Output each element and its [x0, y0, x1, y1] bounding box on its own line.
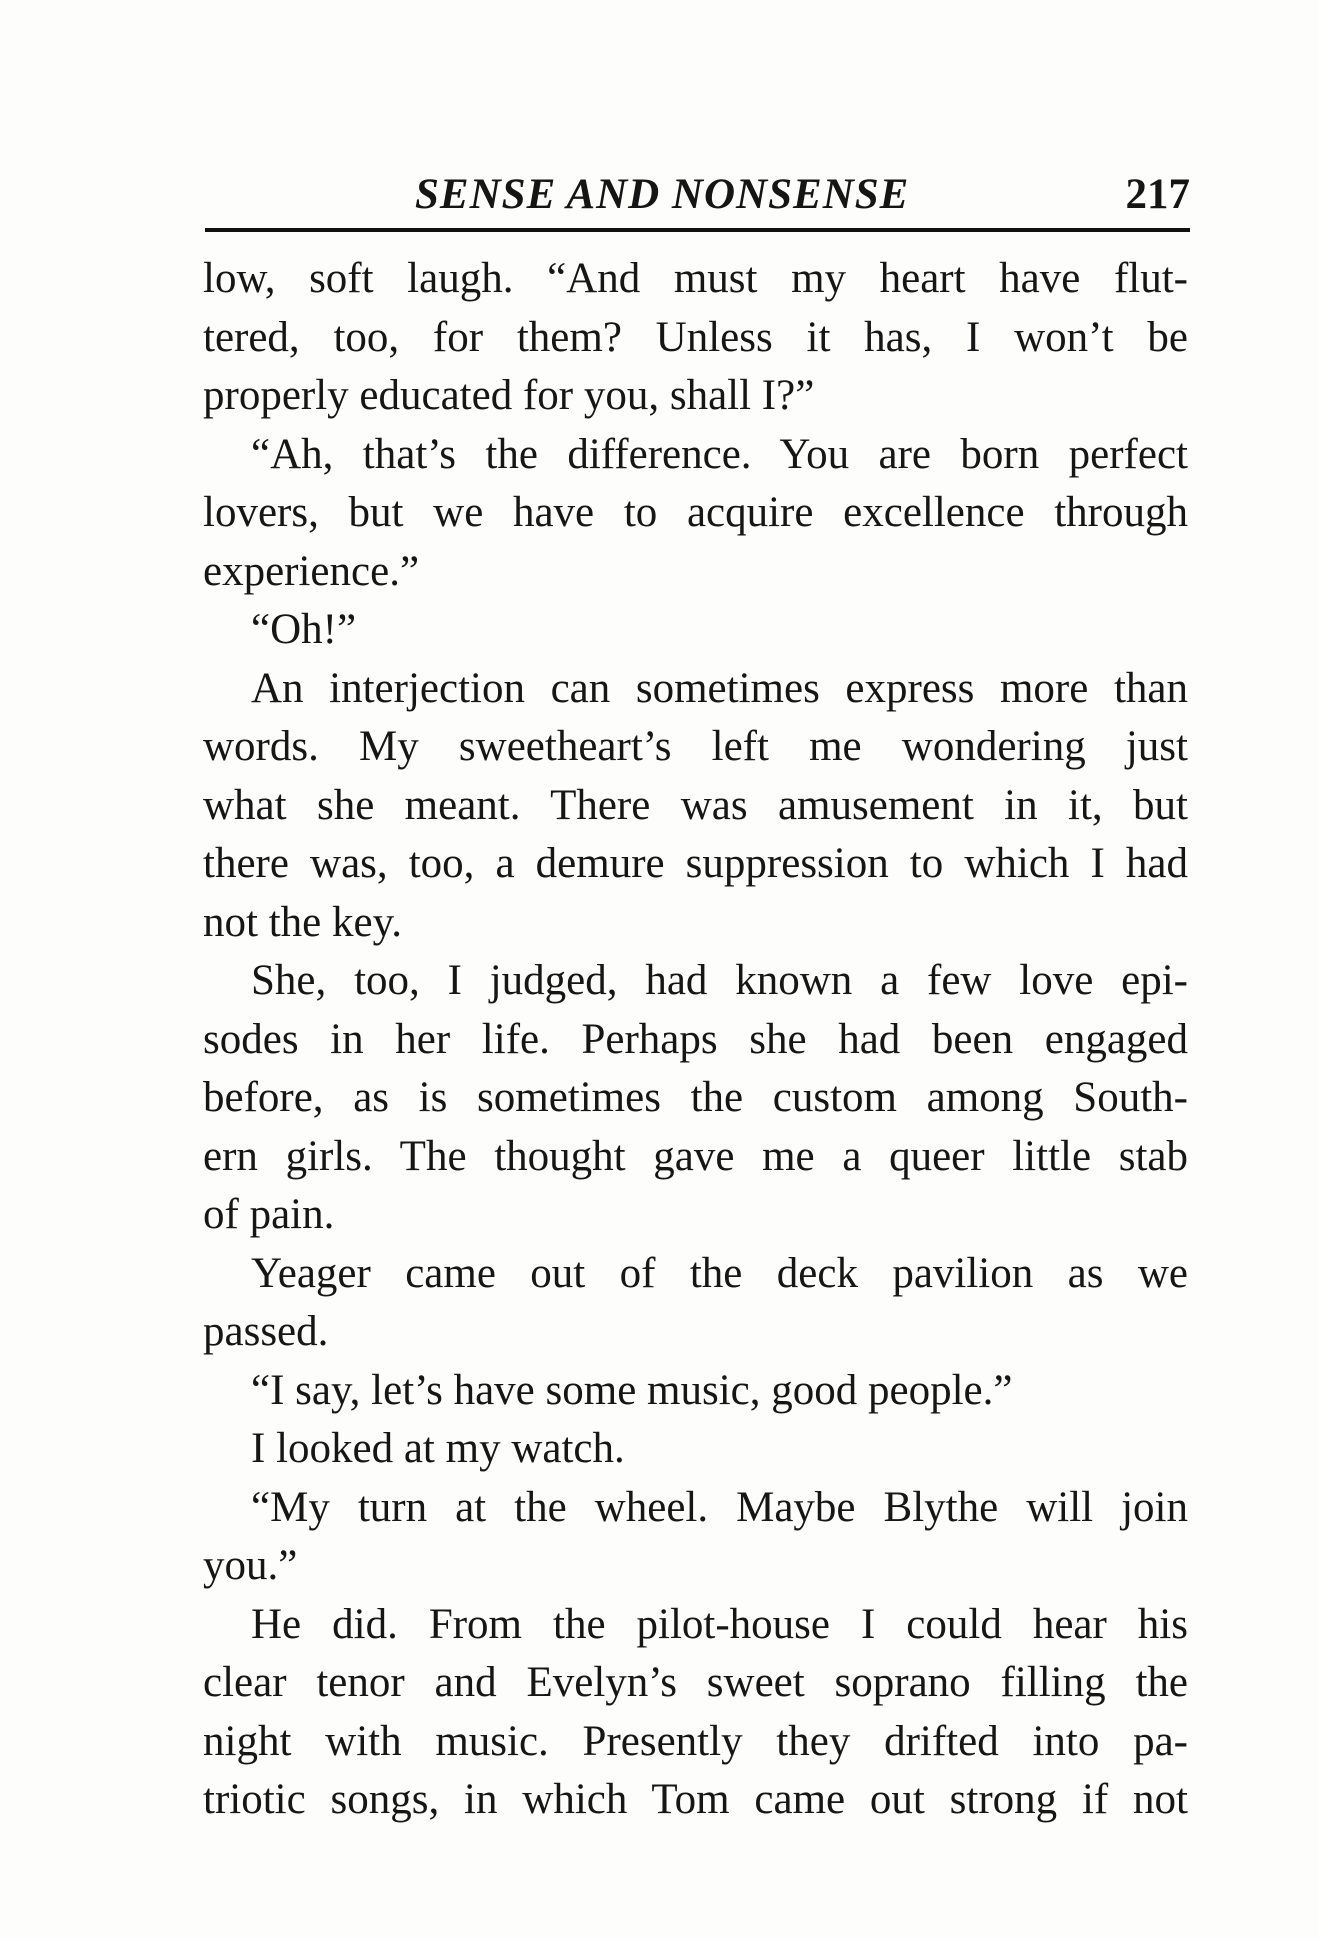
- text-line: what she meant. There was amusement in it, but: [203, 781, 1188, 829]
- text-line: clear tenor and Evelyn’s sweet soprano filling the: [203, 1659, 1188, 1706]
- text-line: He did. From the pilot-house I could hear his: [251, 1600, 1188, 1648]
- text-line: “Oh!”: [251, 606, 357, 653]
- text-line: “My turn at the wheel. Maybe Blythe will join: [251, 1483, 1188, 1531]
- text-line: words. My sweetheart’s left me wondering just: [203, 723, 1188, 770]
- page-number: 217: [1125, 171, 1190, 218]
- text-line: ern girls. The thought gave me a queer little stab: [203, 1132, 1188, 1180]
- text-line: there was, too, a demure suppression to which I had: [203, 840, 1188, 887]
- text-line: “Ah, that’s the difference. You are born perfect: [251, 430, 1188, 478]
- text-line: Yeager came out of the deck pavilion as we: [251, 1249, 1188, 1297]
- text-line: you.”: [203, 1542, 298, 1589]
- text-line: tered, too, for them? Unless it has, I won’t be: [203, 313, 1188, 361]
- text-line: sodes in her life. Perhaps she had been engaged: [203, 1015, 1188, 1063]
- text-line: An interjection can sometimes express more than: [251, 664, 1188, 712]
- text-line: I looked at my watch.: [251, 1425, 625, 1472]
- running-title: SENSE AND NONSENSE: [415, 171, 910, 218]
- text-line: properly educated for you, shall I?”: [203, 372, 815, 419]
- text-line: passed.: [203, 1308, 329, 1355]
- text-line: experience.”: [203, 547, 420, 595]
- running-header: [205, 168, 1190, 230]
- text-line: not the key.: [203, 898, 403, 946]
- body-text: [203, 250, 1188, 1830]
- text-line: She, too, I judged, had known a few love epi-: [251, 957, 1188, 1004]
- header-rule: [205, 228, 1190, 232]
- text-line: lovers, but we have to acquire excellence through: [203, 489, 1188, 536]
- text-line: “I say, let’s have some music, good people.”: [251, 1366, 1013, 1414]
- text-line: triotic songs, in which Tom came out strong if not: [203, 1776, 1188, 1823]
- text-line: before, as is sometimes the custom among South-: [203, 1074, 1188, 1121]
- text-line: of pain.: [203, 1191, 335, 1238]
- text-line: low, soft laugh. “And must my heart have flut-: [203, 255, 1188, 302]
- text-line: night with music. Presently they drifted into pa-: [203, 1717, 1188, 1765]
